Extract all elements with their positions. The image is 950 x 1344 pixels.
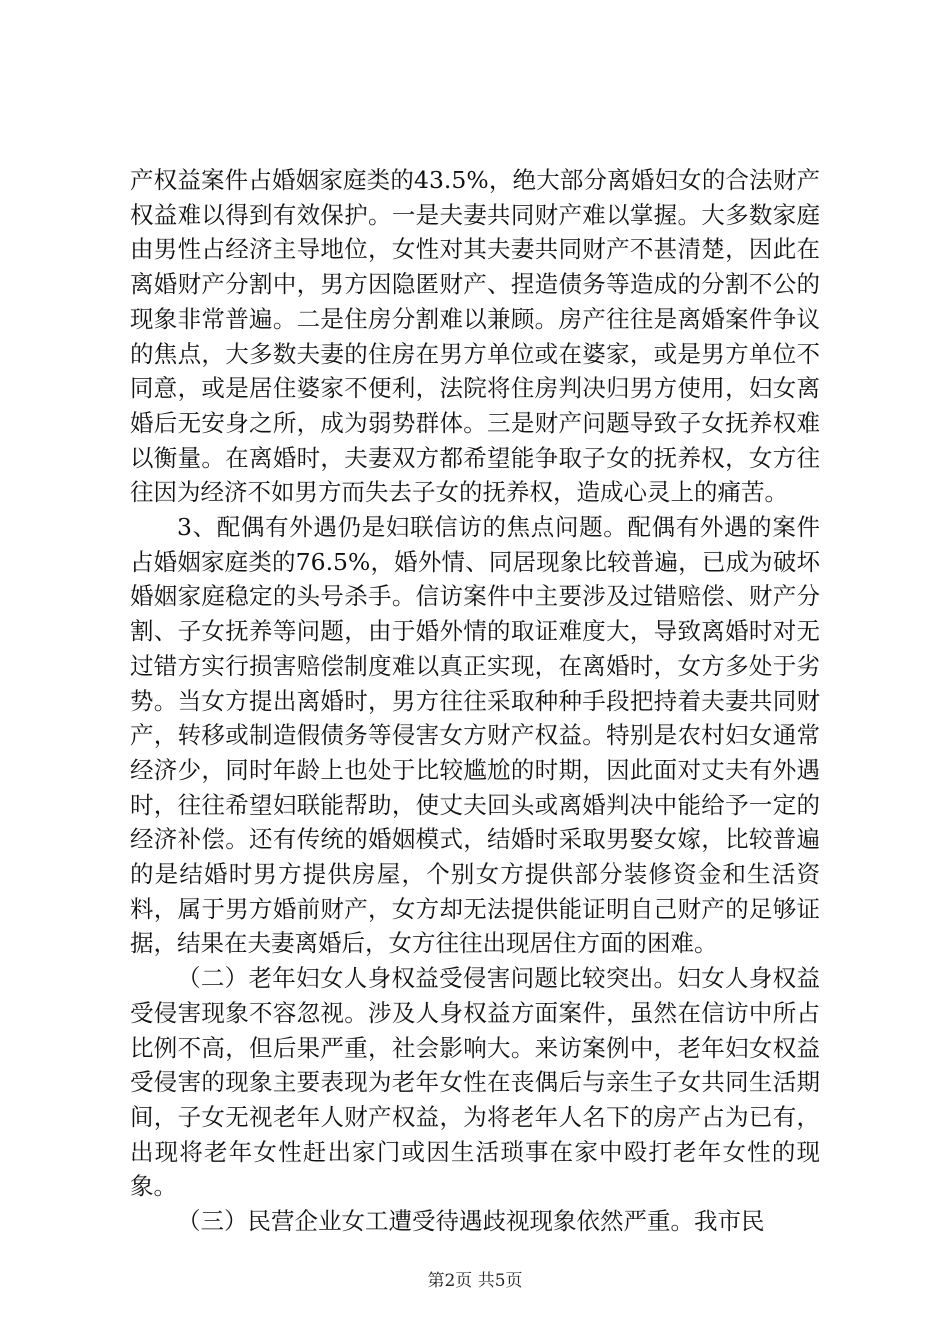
paragraph-elderly-women: （二）老年妇女人身权益受侵害问题比较突出。妇女人身权益受侵害现象不容忽视。涉及人身权益方面案件，虽然在信访中所占比例不高，但后果严重，社会影响大。来访案例中，老年妇女权益受侵害的现象主要表现为老年女性在丧偶后与亲生子女共同生活期间，子女无视老年人财产权益，为将老年人名下的房产占为已有，出现将老年女性赶出家门或因生活琐事在家中殴打老年女性的现象。 — [130, 964, 820, 1201]
document-body — [130, 163, 820, 1239]
page-number-label: 第2页 共5页 — [427, 1271, 523, 1291]
paragraph-spouse-affair: 3、配偶有外遇仍是妇联信访的焦点问题。配偶有外遇的案件占婚姻家庭类的76.5%，婚外情、同居现象比较普遍，已成为破坏婚姻家庭稳定的头号杀手。信访案件中主要涉及过错赔偿、财产分割、子女抚养等问题，由于婚外情的取证难度大，导致离婚时对无过错方实行损害赔偿制度难以真正实现，在离婚时，女方多处于劣势。当女方提出离婚时，男方往往采取种种手段把持着夫妻共同财产，转移或制造假债务等侵害女方财产权益。特别是农村妇女通常经济少，同时年龄上也处于比较尴尬的时期，因此面对丈夫有外遇时，往往希望妇联能帮助，使丈夫回头或离婚判决中能给予一定的经济补偿。还有传统的婚姻模式，结婚时采取男娶女嫁，比较普遍的是结婚时男方提供房屋，个别女方提供部分装修资金和生活资料，属于男方婚前财产，女方却无法提供能证明自己财产的足够证据，结果在夫妻离婚后，女方往往出现居住方面的困难。 — [130, 513, 820, 958]
page-footer — [0, 1271, 950, 1291]
paragraph-property-rights: 产权益案件占婚姻家庭类的43.5%，绝大部分离婚妇女的合法财产权益难以得到有效保护。一是夫妻共同财产难以掌握。大多数家庭由男性占经济主导地位，女性对其夫妻共同财产不甚清楚，因此在离婚财产分割中，男方因隐匿财产、捏造债务等造成的分割不公的现象非常普遍。二是住房分割难以兼顾。房产往往是离婚案件争议的焦点，大多数夫妻的住房在男方单位或在婆家，或是男方单位不同意，或是居住婆家不便利，法院将住房判决归男方使用，妇女离婚后无安身之所，成为弱势群体。三是财产问题导致子女抚养权难以衡量。在离婚时，夫妻双方都希望能争取子女的抚养权，女方往往因为经济不如男方而失去子女的抚养权，造成心灵上的痛苦。 — [130, 166, 820, 507]
paragraph-private-enterprise: （三）民营企业女工遭受待遇歧视现象依然严重。我市民 — [177, 1207, 765, 1236]
